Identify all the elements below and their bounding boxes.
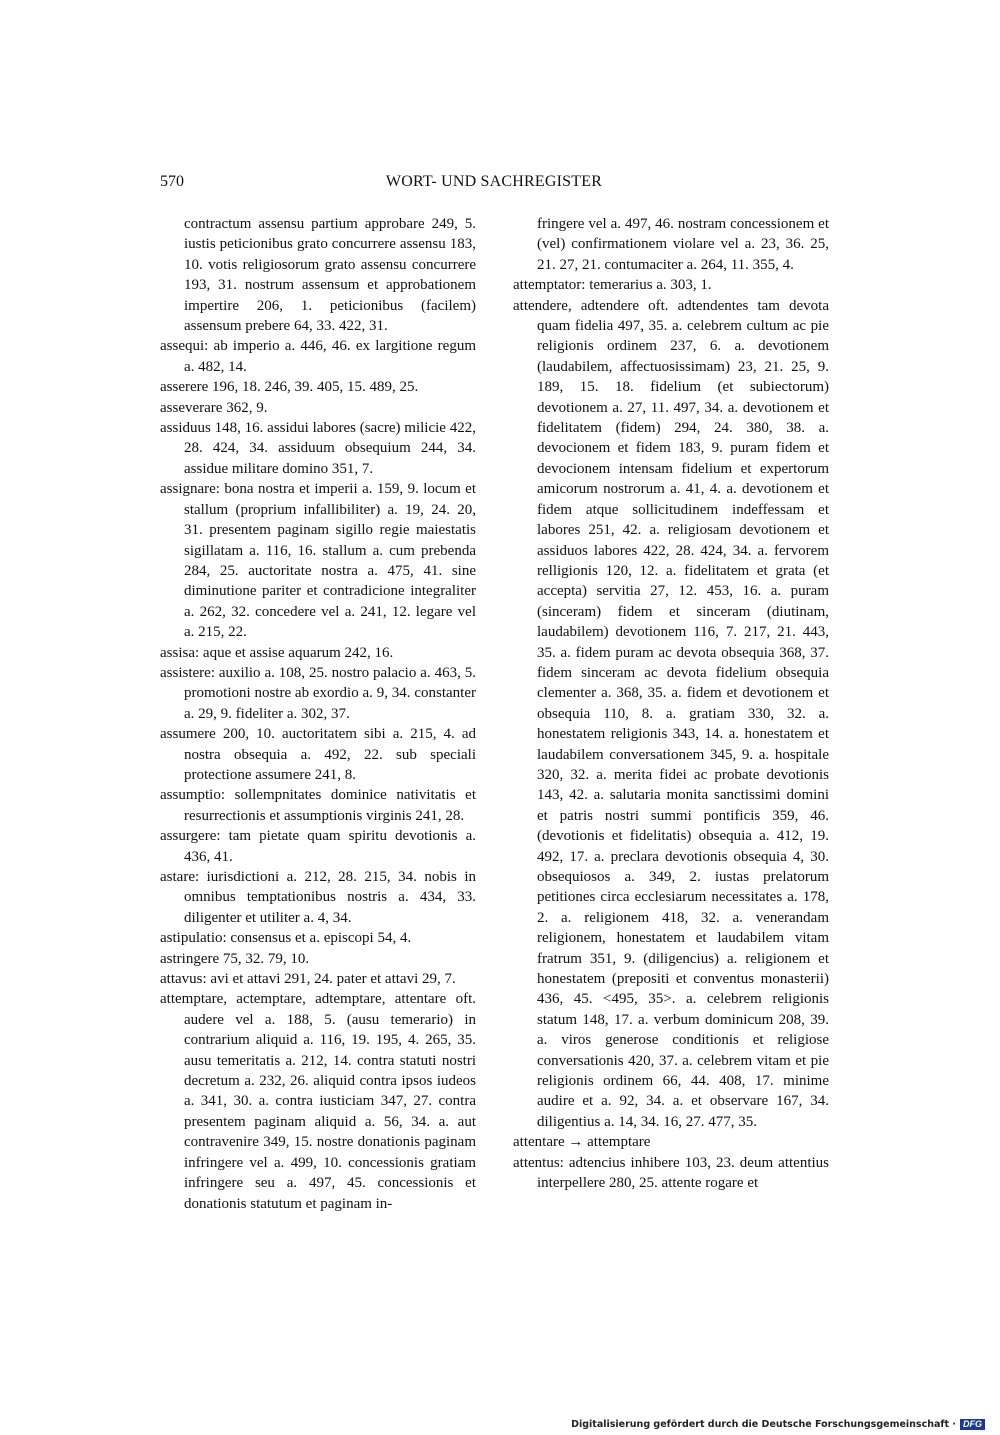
- index-entry: assiduus 148, 16. assidui labores (sacre) milicie 422, 28. 424, 34. assiduum obsequium 244, 34. assidue militare domino 351, 7.: [160, 420, 476, 477]
- index-entry: attentus: adtencius inhibere 103, 23. deum attentius interpellere 280, 25. attente rogare et: [513, 1154, 829, 1192]
- index-entry: assequi: ab imperio a. 446, 46. ex largitione regum a. 482, 14.: [160, 338, 476, 375]
- index-entry: assumptio: sollempnitates dominice nativitatis et resurrectionis et assumptionis virginis 241, 28.: [160, 787, 476, 824]
- page-number: 570: [160, 173, 184, 190]
- left-column: [160, 214, 476, 1214]
- index-entry: assignare: bona nostra et imperii a. 159, 9. locum et stallum (proprium infallibiliter) a. 19, 24. 20, 31. presentem paginam sigillo regie maiestatis sigillatam a. 116, 16. stallum a. cum prebenda 284, 25. auctoritate nostra a. 475, 41. sine diminutione pariter et contradicione integraliter a. 262, 32. concedere vel a. 241, 12. legare vel a. 215, 22.: [160, 481, 476, 641]
- index-entry: assurgere: tam pietate quam spiritu devotionis a. 436, 41.: [160, 828, 476, 865]
- index-entry: assumere 200, 10. auctoritatem sibi a. 215, 4. ad nostra obsequia a. 492, 22. sub speciali protectione assumere 241, 8.: [160, 726, 476, 783]
- right-column: [513, 214, 829, 1194]
- dfg-logo: DFG: [960, 1419, 985, 1430]
- funding-note: Digitalisierung gefördert durch die Deutsche Forschungsgemeinschaft ·: [571, 1419, 956, 1430]
- index-entry: contractum assensu partium approbare 249, 5. iustis peticionibus grato concurrere assensu 183, 10. votis religiosorum grato assensu concurrere 193, 31. nostrum assensum et approbationem impertire 206, 1. peticionibus (facilem) assensum prebere 64, 33. 422, 31.: [184, 216, 476, 335]
- index-entry: attemptator: temerarius a. 303, 1.: [513, 277, 712, 294]
- index-entry: assistere: auxilio a. 108, 25. nostro palacio a. 463, 5. promotioni nostre ab exordio a. 9, 34. constanter a. 29, 9. fideliter a. 302, 37.: [160, 664, 476, 722]
- index-entry: fringere vel a. 497, 46. nostram concessionem et (vel) confirmationem violare vel a. 23, 36. 25, 21. 27, 21. contumaciter a. 264, 11. 355, 4.: [537, 216, 829, 273]
- index-entry: attentare → attemptare: [513, 1134, 651, 1151]
- index-entry: astipulatio: consensus et a. episcopi 54, 4.: [160, 930, 412, 947]
- index-entry: asserere 196, 18. 246, 39. 405, 15. 489, 25.: [160, 379, 419, 396]
- index-entry: attavus: avi et attavi 291, 24. pater et attavi 29, 7.: [160, 971, 456, 988]
- index-entry: astare: iurisdictioni a. 212, 28. 215, 34. nobis in omnibus temptationibus nostris a. 434, 33. diligenter et utiliter a. 4, 34.: [160, 869, 476, 926]
- index-entry: assisa: aque et assise aquarum 242, 16.: [160, 644, 394, 661]
- funding-footer: [571, 1419, 985, 1430]
- index-entry: astringere 75, 32. 79, 10.: [160, 950, 310, 967]
- index-entry: asseverare 362, 9.: [160, 399, 268, 416]
- index-entry: attendere, adtendere oft. adtendentes tam devota quam fidelia 497, 35. a. celebrem cultum ac pie religionis ordinem 237, 6. a. devotionem (laudabilem, affectuosissimam) 23, 21. 25, 9. 189, 15. 18. fidelium (et subiectorum) devotionem a. 27, 11. 497, 34. a. devotionem et fidelitatem (fidem) 294, 24. 380, 38. a. devocionem et fidem 183, 9. puram fidem et devocionem intensam fidelium et expertorum amicorum nostrorum a. 41, 4. a. devotionem et fidem atque sollicitudinem indeffessam et labores 251, 42. a. religiosam devotionem et assiduos labores 422, 28. 424, 34. a. fervorem relligionis 120, 12. a. fidelitatem et grata (et accepta) servitia 27, 12. 453, 16. a. puram (sinceram) fidem et sinceram (diutinam, laudabilem) devotionem 116, 7. 217, 21. 443, 35. a. fidem puram ac devota obsequia 368, 37. fidem sinceram ac devota fidelium obsequia clementer a. 368, 35. a. fidem et devotionem et obsequia 110, 8. a. gratiam 330, 32. a. honestatem religionis 343, 14. a. honestatem et laudabilem conversationem 345, 9. a. hospitale 320, 32. a. merita fidei ac probate devotionis 143, 42. a. salutaria monita sanctissimi domini et patris nostri summi pontificis 359, 46. (devotionis et fidelitatis) obsequia a. 412, 19. 492, 17. a. preclara devotionis obsequia 4, 30. obsequiosos a. 349, 2. iustas prelatorum petitiones circa ecclesiarum necessitates a. 178, 2. a. religionem 418, 32. a. venerandam religionem, honestatem et laudabilem vitam fratrum 351, 9. (diligencius) a. religionem et honestatem (prepositi et conventus monasterii) 436, 45. <495, 35>. a. celebrem religionis statum 148, 17. a. verbum dominicum 208, 39. a. viros generose conditionis et religiose conversationis 420, 37. a. celebrem vitam et pie religionis ordinem 66, 44. 408, 17. minime audire et a. 92, 34. a. et observare 167, 34. diligentius a. 14, 34. 16, 27. 477, 35.: [513, 297, 829, 1130]
- index-entry: attemptare, actemptare, adtemptare, attentare oft. audere vel a. 188, 5. (ausu temerario) in contrarium aliquid a. 116, 19. 195, 4. 265, 35. ausu temeritatis a. 212, 14. contra statuti nostri decretum a. 232, 26. aliquid contra ipsos iudeos a. 341, 30. a. contra iusticiam 347, 27. contra presentem paginam aliquid a. 56, 34. a. aut contravenire 349, 15. nostre donationis paginam infringere vel a. 499, 10. concessionis gratiam infringere seu a. 497, 45. concessionis et donationis statutum et paginam in-: [160, 991, 476, 1212]
- running-head: WORT- UND SACHREGISTER: [385, 173, 603, 190]
